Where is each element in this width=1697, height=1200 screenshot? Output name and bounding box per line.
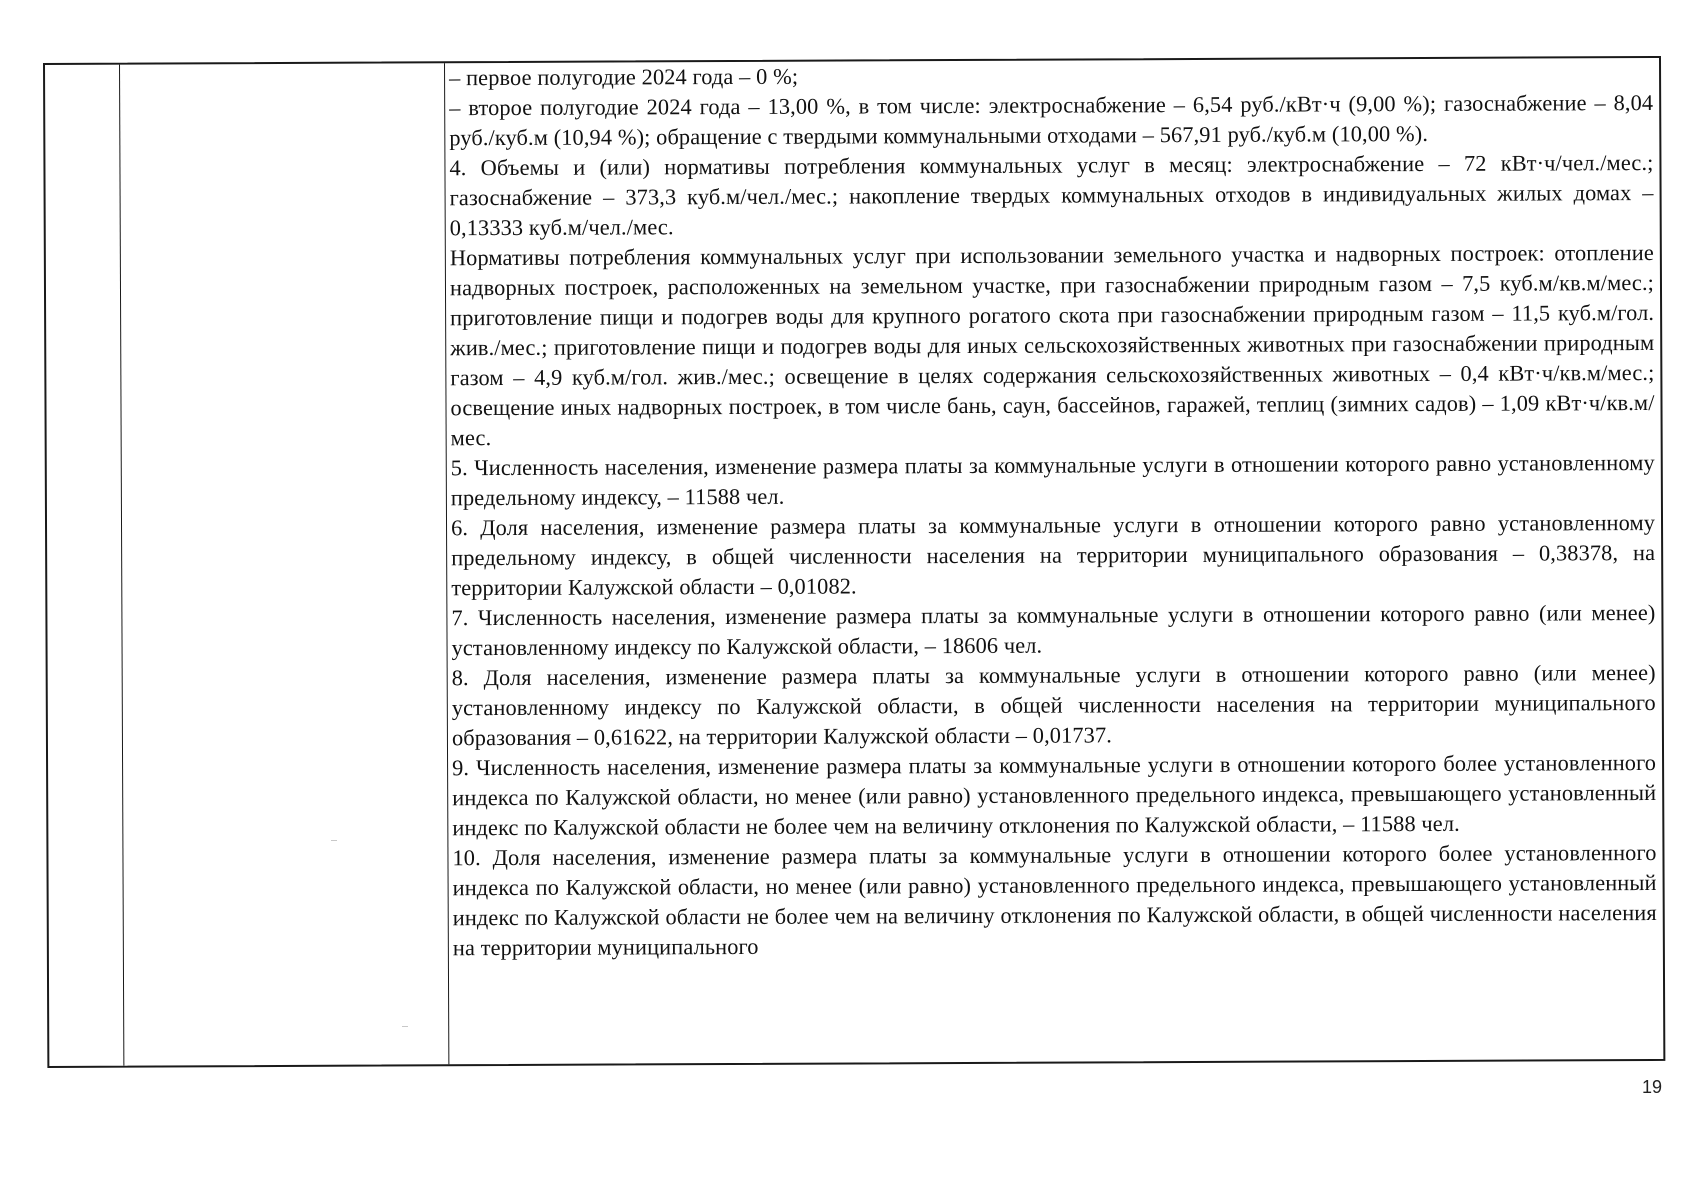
paragraph-item-5: 5. Численность населения, изменение размера платы за коммунальные услуги в отношении которого равно установленному предельному индексу, – 11588 чел. — [450, 449, 1655, 511]
paragraph-consumption-norms: Нормативы потребления коммунальных услуг при использовании земельного участка и надворных построек: отопление надворных построек, расположенных на земельном участке, при газоснабжении природным газом – 7,5 куб.м/кв.м/мес.; приготовление пищи и подогрев воды для крупного рогатого скота при газоснабжении природным газом – 11,5 куб.м/гол. жив./мес.; приготовление пищи и подогрев воды для иных сельскохозяйственных животных при газоснабжении природным газом – 4,9 куб.м/гол. жив./мес.; освещение в целях содержания сельскохозяйственных животных – 0,4 кВт·ч/кв.м/мес.; освещение иных надворных построек, в том числе бань, саун, бассейнов, гаражей, теплиц (зимних садов) – 1,09 кВт·ч/кв.м/мес. — [449, 239, 1655, 451]
scan-speck — [402, 1026, 408, 1027]
row-name-cell — [120, 63, 449, 1065]
document-table — [43, 56, 1665, 1068]
paragraph-item-7: 7. Численность населения, изменение размера платы за коммунальные услуги в отношении которого равно (или менее) установленному индексу по Калужской области, – 18606 чел. — [451, 599, 1656, 661]
paragraph-second-half-year: – второе полугодие 2024 года – 13,00 %, в том числе: электроснабжение – 6,54 руб./кВт·ч (9,00 %); газоснабжение – 8,04 руб./куб.м (10,94 %); обращение с твердыми коммунальными отходами – 567,91 руб./куб.м (10,00 %). — [449, 89, 1654, 151]
paragraph-item-10: 10. Доля населения, изменение размера платы за коммунальные услуги в отношении которого более установленного индекса по Калужской области, но менее (или равно) установленного предельного индекса, превышающего установленный индекс по Калужской области не более чем на величину отклонения по Калужской области, в общей численности населения на территории муниципального — [452, 839, 1657, 961]
page-number: 19 — [1642, 1077, 1663, 1097]
paragraph-item-8: 8. Доля населения, изменение размера платы за коммунальные услуги в отношении которого равно (или менее) установленному индексу по Калужской области, в общей численности населения на территории муниципального образования – 0,61622, на территории Калужской области – 0,01737. — [451, 659, 1656, 751]
paragraph-item-6: 6. Доля населения, изменение размера платы за коммунальные услуги в отношении которого равно установленному предельному индексу, в общей численности населения на территории муниципального образования – 0,38378, на территории Калужской области – 0,01082. — [450, 509, 1656, 601]
row-content-cell — [445, 58, 1663, 1064]
paragraph-item-9: 9. Численность населения, изменение размера платы за коммунальные услуги в отношении которого более установленного индекса по Калужской области, но менее (или равно) установленного предельного индекса, превышающего установленный индекс по Калужской области не более чем на величину отклонения по Калужской области, – 11588 чел. — [452, 749, 1657, 841]
scan-speck — [331, 840, 337, 841]
paragraph-first-half-year: – первое полугодие 2024 года – 0 %; — [449, 63, 799, 91]
paragraph-item-4: 4. Объемы и (или) нормативы потребления коммунальных услуг в месяц: электроснабжение – 72 кВт·ч/чел./мес.; газоснабжение – 373,3 куб.м/чел./мес.; накопление твердых коммунальных отходов в индивидуальных жилых домах – 0,13333 куб.м/чел./мес. — [449, 149, 1654, 241]
row-number-cell — [45, 65, 124, 1066]
